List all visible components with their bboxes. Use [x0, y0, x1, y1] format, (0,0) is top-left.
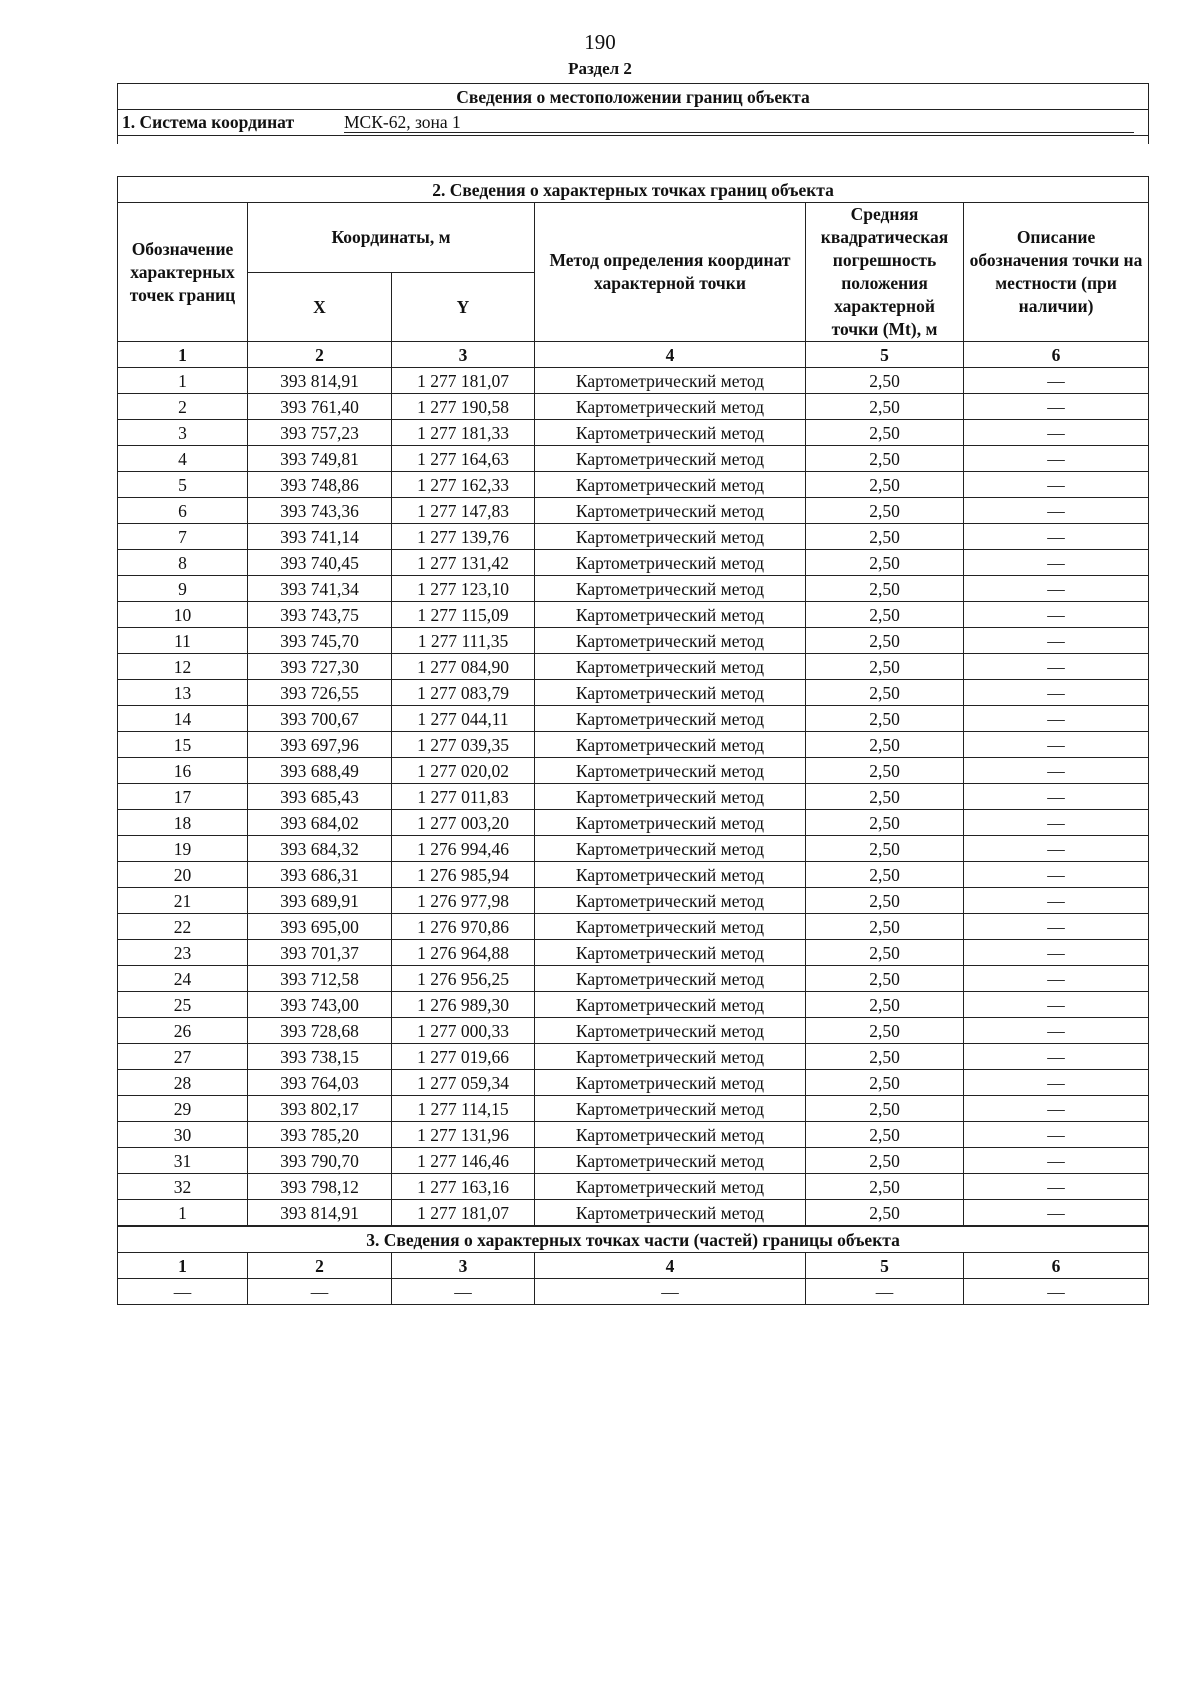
header-coordinates: Координаты, м	[248, 203, 535, 273]
point-id-cell: 24	[118, 966, 248, 992]
point-row	[118, 784, 1149, 810]
header-error: Средняя квадратическая погрешность положения характерной точки (Mt), м	[806, 203, 964, 342]
coord-y-cell: 1 277 131,42	[392, 550, 535, 576]
point-id-cell: 17	[118, 784, 248, 810]
coord-x-cell: 393 697,96	[248, 732, 392, 758]
coord-y-cell: 1 277 123,10	[392, 576, 535, 602]
coord-x-cell: 393 727,30	[248, 654, 392, 680]
point-id-cell: 4	[118, 446, 248, 472]
description-cell: —	[964, 1096, 1149, 1122]
mean-error-cell: —	[806, 1279, 964, 1305]
column-number: 2	[248, 342, 392, 368]
mean-error-cell: 2,50	[806, 628, 964, 654]
parts-section-header-row	[118, 1226, 1149, 1253]
method-cell: Картометрический метод	[535, 1122, 806, 1148]
point-id-cell: 3	[118, 420, 248, 446]
method-cell: Картометрический метод	[535, 1018, 806, 1044]
column-number: 3	[392, 1253, 535, 1279]
method-cell: Картометрический метод	[535, 1200, 806, 1227]
column-number: 1	[118, 1253, 248, 1279]
coord-x-cell: 393 764,03	[248, 1070, 392, 1096]
mean-error-cell: 2,50	[806, 420, 964, 446]
coord-x-cell: —	[248, 1279, 392, 1305]
header-description: Описание обозначения точки на местности (при наличии)	[964, 203, 1149, 342]
coord-x-cell: 393 688,49	[248, 758, 392, 784]
point-row	[118, 1200, 1149, 1227]
description-cell: —	[964, 914, 1149, 940]
point-row	[118, 1174, 1149, 1200]
point-row	[118, 836, 1149, 862]
point-id-cell: 1	[118, 368, 248, 394]
location-header-row	[118, 84, 1149, 110]
coord-x-cell: 393 743,75	[248, 602, 392, 628]
description-cell: —	[964, 836, 1149, 862]
column-number: 1	[118, 342, 248, 368]
column-number: 5	[806, 1253, 964, 1279]
coord-y-cell: 1 277 146,46	[392, 1148, 535, 1174]
point-id-cell: 2	[118, 394, 248, 420]
description-cell: —	[964, 706, 1149, 732]
column-number-row	[118, 342, 1149, 368]
header-x: X	[248, 272, 392, 342]
mean-error-cell: 2,50	[806, 394, 964, 420]
description-cell: —	[964, 1044, 1149, 1070]
description-cell: —	[964, 472, 1149, 498]
point-row	[118, 628, 1149, 654]
coord-y-cell: 1 277 190,58	[392, 394, 535, 420]
point-row	[118, 602, 1149, 628]
point-id-cell: 6	[118, 498, 248, 524]
description-cell: —	[964, 420, 1149, 446]
description-cell: —	[964, 862, 1149, 888]
point-row	[118, 654, 1149, 680]
coord-x-cell: 393 741,14	[248, 524, 392, 550]
coord-y-cell: 1 277 139,76	[392, 524, 535, 550]
point-row	[118, 420, 1149, 446]
point-id-cell: 9	[118, 576, 248, 602]
point-id-cell: 30	[118, 1122, 248, 1148]
coord-y-cell: 1 277 114,15	[392, 1096, 535, 1122]
point-id-cell: 15	[118, 732, 248, 758]
mean-error-cell: 2,50	[806, 1044, 964, 1070]
location-table	[117, 83, 1149, 144]
coord-y-cell: 1 277 044,11	[392, 706, 535, 732]
coord-y-cell: 1 277 131,96	[392, 1122, 535, 1148]
method-cell: Картометрический метод	[535, 524, 806, 550]
page-number: 190	[584, 30, 616, 54]
method-cell: Картометрический метод	[535, 472, 806, 498]
mean-error-cell: 2,50	[806, 498, 964, 524]
coord-y-cell: 1 277 181,07	[392, 368, 535, 394]
mean-error-cell: 2,50	[806, 966, 964, 992]
point-id-cell: 14	[118, 706, 248, 732]
description-cell: —	[964, 680, 1149, 706]
method-cell: Картометрический метод	[535, 992, 806, 1018]
method-cell: Картометрический метод	[535, 680, 806, 706]
mean-error-cell: 2,50	[806, 732, 964, 758]
method-cell: Картометрический метод	[535, 810, 806, 836]
coord-y-cell: —	[392, 1279, 535, 1305]
column-number: 4	[535, 342, 806, 368]
mean-error-cell: 2,50	[806, 784, 964, 810]
point-id-cell: 25	[118, 992, 248, 1018]
points-section-header-row	[118, 177, 1149, 203]
coord-y-cell: 1 277 147,83	[392, 498, 535, 524]
parts-section-header: 3. Сведения о характерных точках части (частей) границы объекта	[118, 1226, 1149, 1253]
description-cell: —	[964, 1200, 1149, 1227]
mean-error-cell: 2,50	[806, 446, 964, 472]
coord-x-cell: 393 701,37	[248, 940, 392, 966]
point-row	[118, 498, 1149, 524]
coord-y-cell: 1 276 994,46	[392, 836, 535, 862]
description-cell: —	[964, 1018, 1149, 1044]
coord-x-cell: 393 761,40	[248, 394, 392, 420]
description-cell: —	[964, 524, 1149, 550]
description-cell: —	[964, 966, 1149, 992]
coord-x-cell: 393 684,32	[248, 836, 392, 862]
header-y: Y	[392, 272, 535, 342]
point-id-cell: —	[118, 1279, 248, 1305]
point-row	[118, 732, 1149, 758]
location-header: Сведения о местоположении границ объекта	[118, 84, 1149, 110]
mean-error-cell: 2,50	[806, 940, 964, 966]
mean-error-cell: 2,50	[806, 654, 964, 680]
point-row	[118, 368, 1149, 394]
coord-y-cell: 1 276 977,98	[392, 888, 535, 914]
point-row	[118, 1070, 1149, 1096]
description-cell: —	[964, 992, 1149, 1018]
coord-x-cell: 393 748,86	[248, 472, 392, 498]
method-cell: Картометрический метод	[535, 550, 806, 576]
description-cell: —	[964, 888, 1149, 914]
point-id-cell: 21	[118, 888, 248, 914]
method-cell: Картометрический метод	[535, 628, 806, 654]
coord-y-cell: 1 277 003,20	[392, 810, 535, 836]
coord-y-cell: 1 277 059,34	[392, 1070, 535, 1096]
point-id-cell: 32	[118, 1174, 248, 1200]
method-cell: Картометрический метод	[535, 1044, 806, 1070]
point-row	[118, 1018, 1149, 1044]
point-row	[118, 914, 1149, 940]
description-cell: —	[964, 576, 1149, 602]
coord-x-cell: 393 814,91	[248, 368, 392, 394]
coord-y-cell: 1 277 039,35	[392, 732, 535, 758]
boundary-points-table	[117, 176, 1149, 1305]
point-id-cell: 12	[118, 654, 248, 680]
coord-y-cell: 1 277 164,63	[392, 446, 535, 472]
mean-error-cell: 2,50	[806, 914, 964, 940]
coord-x-cell: 393 802,17	[248, 1096, 392, 1122]
column-number: 6	[964, 1253, 1149, 1279]
point-id-cell: 31	[118, 1148, 248, 1174]
column-number: 3	[392, 342, 535, 368]
mean-error-cell: 2,50	[806, 1122, 964, 1148]
coord-y-cell: 1 277 000,33	[392, 1018, 535, 1044]
point-row	[118, 888, 1149, 914]
point-row	[118, 862, 1149, 888]
coord-x-cell: 393 685,43	[248, 784, 392, 810]
coord-x-cell: 393 745,70	[248, 628, 392, 654]
mean-error-cell: 2,50	[806, 1200, 964, 1227]
coord-x-cell: 393 738,15	[248, 1044, 392, 1070]
coord-y-cell: 1 277 115,09	[392, 602, 535, 628]
method-cell: Картометрический метод	[535, 446, 806, 472]
point-id-cell: 13	[118, 680, 248, 706]
coord-x-cell: 393 790,70	[248, 1148, 392, 1174]
point-row	[118, 706, 1149, 732]
coord-y-cell: 1 277 019,66	[392, 1044, 535, 1070]
point-row	[118, 550, 1149, 576]
description-cell: —	[964, 602, 1149, 628]
coord-x-cell: 393 695,00	[248, 914, 392, 940]
mean-error-cell: 2,50	[806, 862, 964, 888]
parts-body	[118, 1279, 1149, 1305]
point-id-cell: 7	[118, 524, 248, 550]
coord-x-cell: 393 700,67	[248, 706, 392, 732]
coord-y-cell: 1 277 084,90	[392, 654, 535, 680]
coordinate-system-row	[118, 110, 1149, 136]
point-id-cell: 20	[118, 862, 248, 888]
point-id-cell: 29	[118, 1096, 248, 1122]
description-cell: —	[964, 394, 1149, 420]
coord-y-cell: 1 277 083,79	[392, 680, 535, 706]
spacer-cell	[118, 136, 1149, 145]
section-title: Раздел 2	[568, 59, 632, 78]
coord-x-cell: 393 726,55	[248, 680, 392, 706]
coord-y-cell: 1 276 970,86	[392, 914, 535, 940]
description-cell: —	[964, 368, 1149, 394]
mean-error-cell: 2,50	[806, 368, 964, 394]
method-cell: Картометрический метод	[535, 1148, 806, 1174]
coord-y-cell: 1 277 111,35	[392, 628, 535, 654]
parts-column-number-row	[118, 1253, 1149, 1279]
description-cell: —	[964, 1174, 1149, 1200]
method-cell: Картометрический метод	[535, 940, 806, 966]
coord-y-cell: 1 276 989,30	[392, 992, 535, 1018]
method-cell: Картометрический метод	[535, 836, 806, 862]
description-cell: —	[964, 1070, 1149, 1096]
point-row	[118, 758, 1149, 784]
coord-x-cell: 393 757,23	[248, 420, 392, 446]
point-row	[118, 1044, 1149, 1070]
method-cell: Картометрический метод	[535, 1174, 806, 1200]
point-row	[118, 524, 1149, 550]
point-id-cell: 27	[118, 1044, 248, 1070]
mean-error-cell: 2,50	[806, 550, 964, 576]
method-cell: Картометрический метод	[535, 784, 806, 810]
points-body	[118, 368, 1149, 1227]
column-number: 5	[806, 342, 964, 368]
method-cell: Картометрический метод	[535, 732, 806, 758]
description-cell: —	[964, 1279, 1149, 1305]
description-cell: —	[964, 810, 1149, 836]
point-id-cell: 1	[118, 1200, 248, 1227]
point-id-cell: 10	[118, 602, 248, 628]
coord-x-cell: 393 684,02	[248, 810, 392, 836]
description-cell: —	[964, 446, 1149, 472]
method-cell: Картометрический метод	[535, 654, 806, 680]
mean-error-cell: 2,50	[806, 836, 964, 862]
coord-x-cell: 393 785,20	[248, 1122, 392, 1148]
method-cell: Картометрический метод	[535, 368, 806, 394]
point-id-cell: 16	[118, 758, 248, 784]
part-row	[118, 1279, 1149, 1305]
column-header-row	[118, 203, 1149, 273]
description-cell: —	[964, 732, 1149, 758]
mean-error-cell: 2,50	[806, 706, 964, 732]
column-number: 6	[964, 342, 1149, 368]
method-cell: Картометрический метод	[535, 1096, 806, 1122]
method-cell: Картометрический метод	[535, 914, 806, 940]
point-row	[118, 940, 1149, 966]
method-cell: Картометрический метод	[535, 758, 806, 784]
mean-error-cell: 2,50	[806, 472, 964, 498]
coordinate-system-cell	[118, 110, 1149, 136]
description-cell: —	[964, 628, 1149, 654]
coord-x-cell: 393 712,58	[248, 966, 392, 992]
coord-y-cell: 1 277 162,33	[392, 472, 535, 498]
coord-x-cell: 393 741,34	[248, 576, 392, 602]
mean-error-cell: 2,50	[806, 992, 964, 1018]
point-row	[118, 680, 1149, 706]
coord-x-cell: 393 743,00	[248, 992, 392, 1018]
method-cell: Картометрический метод	[535, 888, 806, 914]
point-row	[118, 1148, 1149, 1174]
coord-y-cell: 1 277 181,33	[392, 420, 535, 446]
description-cell: —	[964, 758, 1149, 784]
point-id-cell: 26	[118, 1018, 248, 1044]
coord-y-cell: 1 276 985,94	[392, 862, 535, 888]
coord-y-cell: 1 277 181,07	[392, 1200, 535, 1227]
method-cell: Картометрический метод	[535, 602, 806, 628]
mean-error-cell: 2,50	[806, 810, 964, 836]
coord-y-cell: 1 276 956,25	[392, 966, 535, 992]
point-id-cell: 8	[118, 550, 248, 576]
mean-error-cell: 2,50	[806, 1070, 964, 1096]
point-id-cell: 19	[118, 836, 248, 862]
coord-x-cell: 393 743,36	[248, 498, 392, 524]
coord-x-cell: 393 749,81	[248, 446, 392, 472]
coordinate-system-value: МСК-62, зона 1	[344, 113, 1134, 133]
method-cell: —	[535, 1279, 806, 1305]
mean-error-cell: 2,50	[806, 1174, 964, 1200]
method-cell: Картометрический метод	[535, 706, 806, 732]
coord-x-cell: 393 740,45	[248, 550, 392, 576]
points-section-header: 2. Сведения о характерных точках границ объекта	[118, 177, 1149, 203]
point-id-cell: 11	[118, 628, 248, 654]
point-row	[118, 472, 1149, 498]
coord-x-cell: 393 686,31	[248, 862, 392, 888]
mean-error-cell: 2,50	[806, 524, 964, 550]
point-row	[118, 394, 1149, 420]
point-id-cell: 28	[118, 1070, 248, 1096]
point-id-cell: 23	[118, 940, 248, 966]
column-number: 2	[248, 1253, 392, 1279]
coord-x-cell: 393 798,12	[248, 1174, 392, 1200]
point-row	[118, 810, 1149, 836]
header-method: Метод определения координат характерной точки	[535, 203, 806, 342]
spacer-row	[118, 136, 1149, 145]
description-cell: —	[964, 498, 1149, 524]
point-row	[118, 1122, 1149, 1148]
coord-y-cell: 1 277 011,83	[392, 784, 535, 810]
point-row	[118, 576, 1149, 602]
point-id-cell: 18	[118, 810, 248, 836]
mean-error-cell: 2,50	[806, 888, 964, 914]
point-id-cell: 5	[118, 472, 248, 498]
description-cell: —	[964, 940, 1149, 966]
point-row	[118, 992, 1149, 1018]
method-cell: Картометрический метод	[535, 966, 806, 992]
coordinate-system-label: 1. Система координат	[122, 111, 295, 132]
point-row	[118, 1096, 1149, 1122]
point-row	[118, 966, 1149, 992]
method-cell: Картометрический метод	[535, 1070, 806, 1096]
mean-error-cell: 2,50	[806, 576, 964, 602]
method-cell: Картометрический метод	[535, 498, 806, 524]
coord-x-cell: 393 689,91	[248, 888, 392, 914]
coord-y-cell: 1 277 020,02	[392, 758, 535, 784]
method-cell: Картометрический метод	[535, 394, 806, 420]
coord-y-cell: 1 277 163,16	[392, 1174, 535, 1200]
mean-error-cell: 2,50	[806, 1018, 964, 1044]
coord-x-cell: 393 728,68	[248, 1018, 392, 1044]
mean-error-cell: 2,50	[806, 1148, 964, 1174]
coord-y-cell: 1 276 964,88	[392, 940, 535, 966]
mean-error-cell: 2,50	[806, 1096, 964, 1122]
method-cell: Картометрический метод	[535, 576, 806, 602]
coord-x-cell: 393 814,91	[248, 1200, 392, 1227]
description-cell: —	[964, 654, 1149, 680]
column-number: 4	[535, 1253, 806, 1279]
description-cell: —	[964, 550, 1149, 576]
description-cell: —	[964, 1122, 1149, 1148]
mean-error-cell: 2,50	[806, 602, 964, 628]
point-row	[118, 446, 1149, 472]
mean-error-cell: 2,50	[806, 758, 964, 784]
method-cell: Картометрический метод	[535, 420, 806, 446]
description-cell: —	[964, 1148, 1149, 1174]
header-designation: Обозначение характерных точек границ	[118, 203, 248, 342]
description-cell: —	[964, 784, 1149, 810]
point-id-cell: 22	[118, 914, 248, 940]
method-cell: Картометрический метод	[535, 862, 806, 888]
mean-error-cell: 2,50	[806, 680, 964, 706]
